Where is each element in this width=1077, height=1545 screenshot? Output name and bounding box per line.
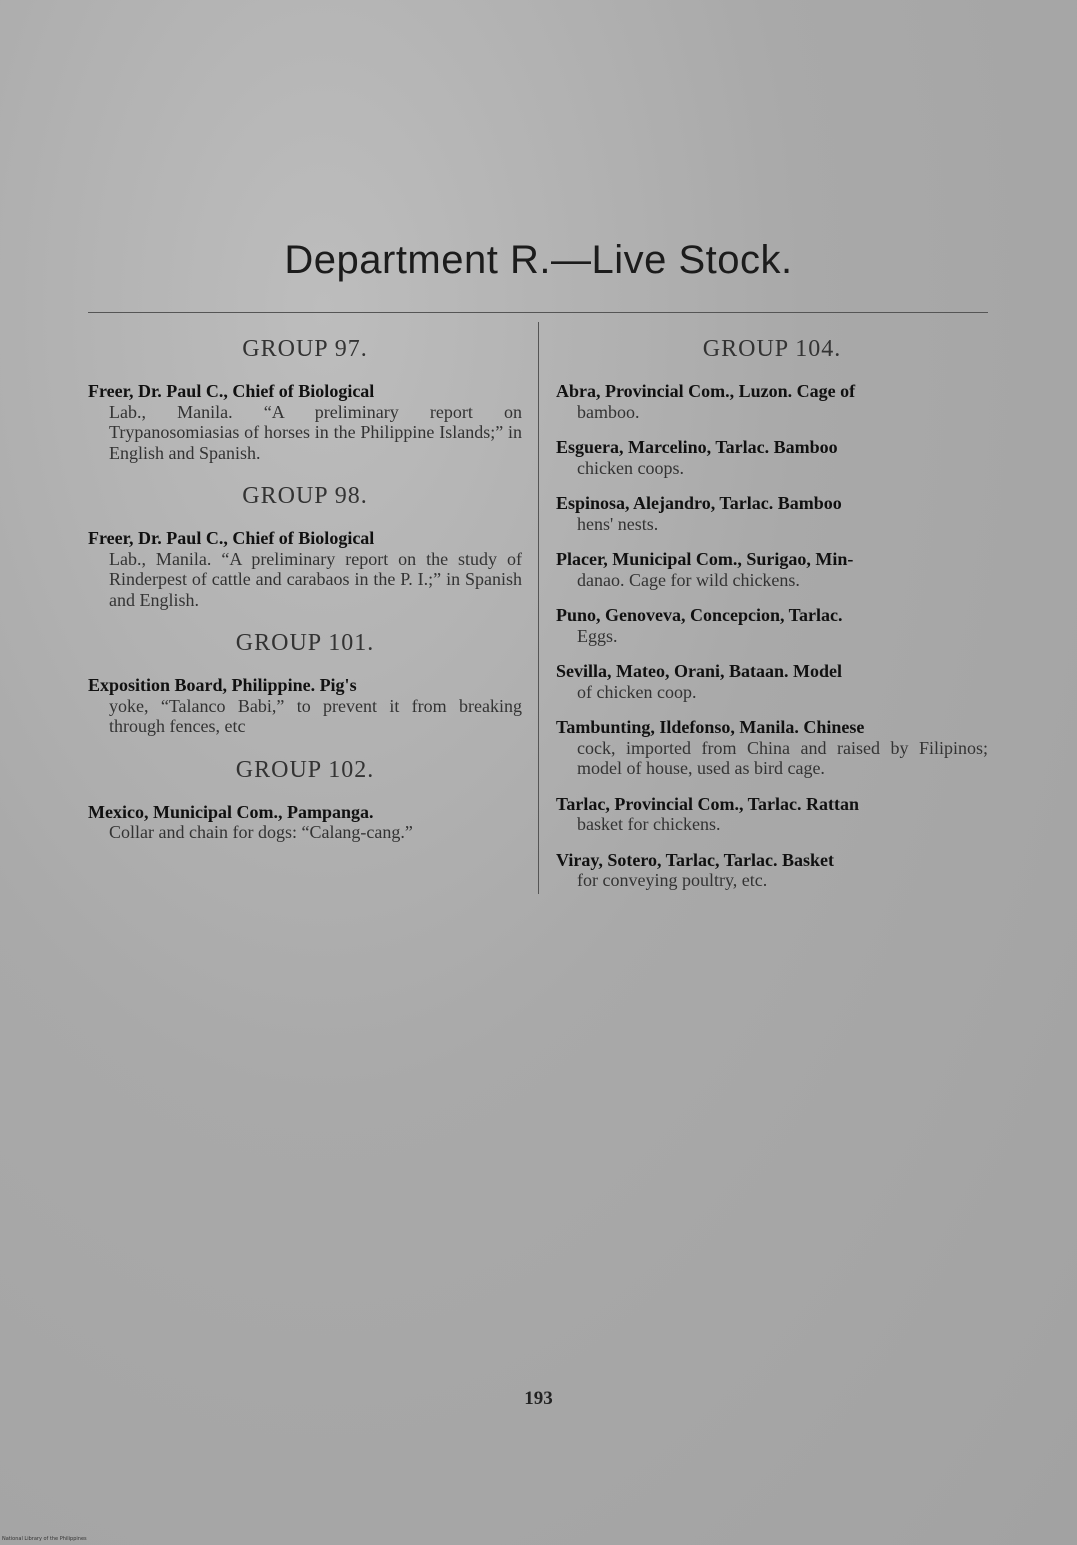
entry-description: for conveying poultry, etc. [577, 870, 768, 890]
group-heading: GROUP 98. [242, 483, 368, 509]
entry-lead: Tarlac, Provincial Com., Tarlac. Rattan [556, 793, 859, 814]
entry-lead: Puno, Genoveva, Concepcion, Tarlac. [556, 605, 843, 625]
entry-description: Lab., Manila. “A preliminary report on the study of Rinderpest of cattle and carabaos in the P. I.;” in Spanish and English. [109, 548, 522, 610]
entry-lead: Tambunting, Ildefonso, Manila. Chinese [556, 717, 865, 737]
entry-description: yoke, “Talanco Babi,” to prevent it from breaking through fences, etc [109, 695, 522, 736]
left-column [88, 336, 522, 863]
page-number: 193 [524, 1388, 553, 1409]
column-divider [538, 322, 539, 894]
entry-lead: Freer, Dr. Paul C., Chief of Biological [88, 381, 375, 401]
entry-description: of chicken coop. [577, 681, 697, 702]
exhibit-entry [88, 802, 522, 843]
entry-description: Lab., Manila. “A preliminary report on Trypanosomiasias of horses in the Philippine Islands;” in English and Spanish. [109, 401, 522, 463]
exhibit-entry [556, 493, 988, 534]
entry-description: basket for chickens. [577, 814, 721, 834]
group-heading: GROUP 101. [235, 630, 375, 656]
exhibit-entry [88, 528, 522, 610]
entry-lead: Abra, Provincial Com., Luzon. Cage of [556, 381, 856, 401]
group-98 [88, 483, 522, 610]
entry-description: Eggs. [577, 625, 618, 646]
exhibit-entry [556, 717, 988, 779]
entry-lead: Sevilla, Mateo, Orani, Bataan. Model [556, 661, 842, 681]
exhibit-entry [88, 381, 522, 463]
entry-lead: Viray, Sotero, Tarlac, Tarlac. Basket [556, 849, 835, 870]
exhibit-entry [556, 381, 988, 422]
entry-lead: Freer, Dr. Paul C., Chief of Biological [88, 528, 375, 548]
group-101 [88, 630, 522, 737]
exhibit-entry [556, 794, 988, 835]
title-rule [88, 312, 988, 313]
group-heading: GROUP 104. [702, 336, 842, 362]
entry-description: danao. Cage for wild chickens. [577, 569, 800, 590]
page-title: Department R.—Live Stock. [284, 238, 793, 282]
exhibit-entry [556, 437, 988, 478]
group-102 [88, 757, 522, 843]
entry-lead: Placer, Municipal Com., Surigao, Min- [556, 549, 854, 569]
entry-lead: Mexico, Municipal Com., Pampanga. [88, 801, 374, 822]
entry-lead: Exposition Board, Philippine. Pig's [88, 675, 357, 695]
entry-lead: Esguera, Marcelino, Tarlac. Bamboo [556, 437, 838, 457]
right-column [556, 336, 988, 906]
entry-description: Collar and chain for dogs: “Calang-cang.” [109, 822, 413, 842]
exhibit-entry [556, 661, 988, 702]
exhibit-entry [556, 850, 988, 891]
group-97 [88, 336, 522, 463]
group-heading: GROUP 97. [242, 336, 368, 362]
entry-lead: Espinosa, Alejandro, Tarlac. Bamboo [556, 493, 842, 513]
footer-note: National Library of the Philippines [2, 1536, 87, 1542]
group-heading: GROUP 102. [235, 756, 375, 783]
exhibit-entry [556, 605, 988, 646]
entry-description: cock, imported from China and raised by Filipinos; model of house, used as bird cage. [577, 737, 988, 778]
entry-description: bamboo. [577, 401, 640, 422]
entry-description: hens' nests. [577, 513, 659, 534]
exhibit-entry [556, 549, 988, 590]
entry-description: chicken coops. [577, 457, 684, 478]
exhibit-entry [88, 675, 522, 737]
